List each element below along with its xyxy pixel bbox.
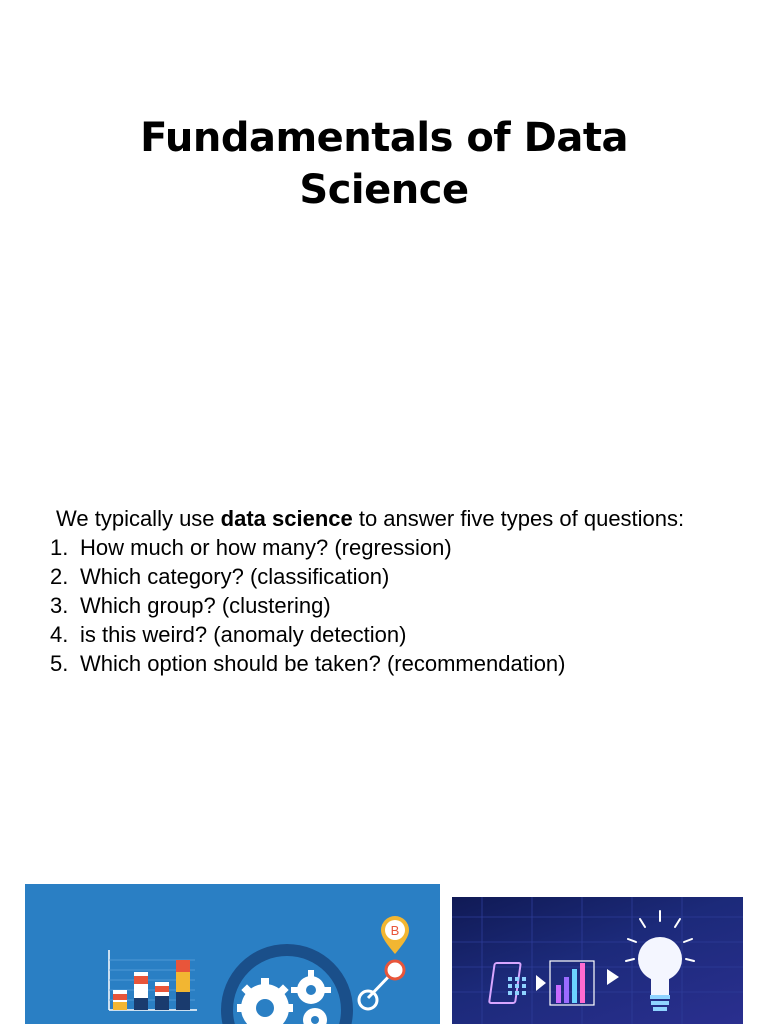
calculator-icon — [489, 963, 526, 1003]
list-item — [50, 533, 696, 562]
list-item — [50, 591, 696, 620]
list-item-text: Which group? (clustering) — [80, 593, 331, 618]
location-pin-icon — [359, 916, 409, 1009]
list-item-text: How much or how many? (regression) — [80, 535, 452, 560]
list-item-text: Which option should be taken? (recommendation) — [80, 651, 566, 676]
arrow-icon — [607, 969, 619, 985]
intro-text-before: We typically use — [56, 506, 221, 531]
slide-body — [50, 504, 696, 678]
list-item-number: 3. — [50, 593, 69, 618]
list-item-number: 5. — [50, 651, 69, 676]
list-item-number: 4. — [50, 622, 69, 647]
list-item-text: Which category? (classification) — [80, 564, 390, 589]
list-item — [50, 649, 696, 678]
slide-title-line-1: Fundamentals of Data — [140, 115, 628, 161]
intro-text-bold: data science — [220, 506, 353, 531]
slide-title — [0, 112, 768, 216]
bar-graph-icon — [550, 961, 594, 1005]
intro-paragraph — [56, 504, 696, 533]
pin-label: B — [390, 923, 400, 938]
bar-chart-icon — [109, 950, 197, 1010]
list-item-number: 1. — [50, 535, 69, 560]
data-science-illustration — [25, 884, 440, 1024]
intro-text-after: to answer five types of questions: — [352, 506, 685, 531]
list-item — [50, 562, 696, 591]
analytics-lightbulb-illustration — [452, 897, 743, 1024]
list-item — [50, 620, 696, 649]
question-list — [50, 533, 696, 678]
gears-icon — [221, 944, 353, 1024]
list-item-text: is this weird? (anomaly detection) — [80, 622, 407, 647]
lightbulb-icon — [626, 911, 694, 1011]
list-item-number: 2. — [50, 564, 69, 589]
slide-title-line-2: Science — [299, 167, 469, 213]
arrow-icon — [536, 975, 546, 991]
